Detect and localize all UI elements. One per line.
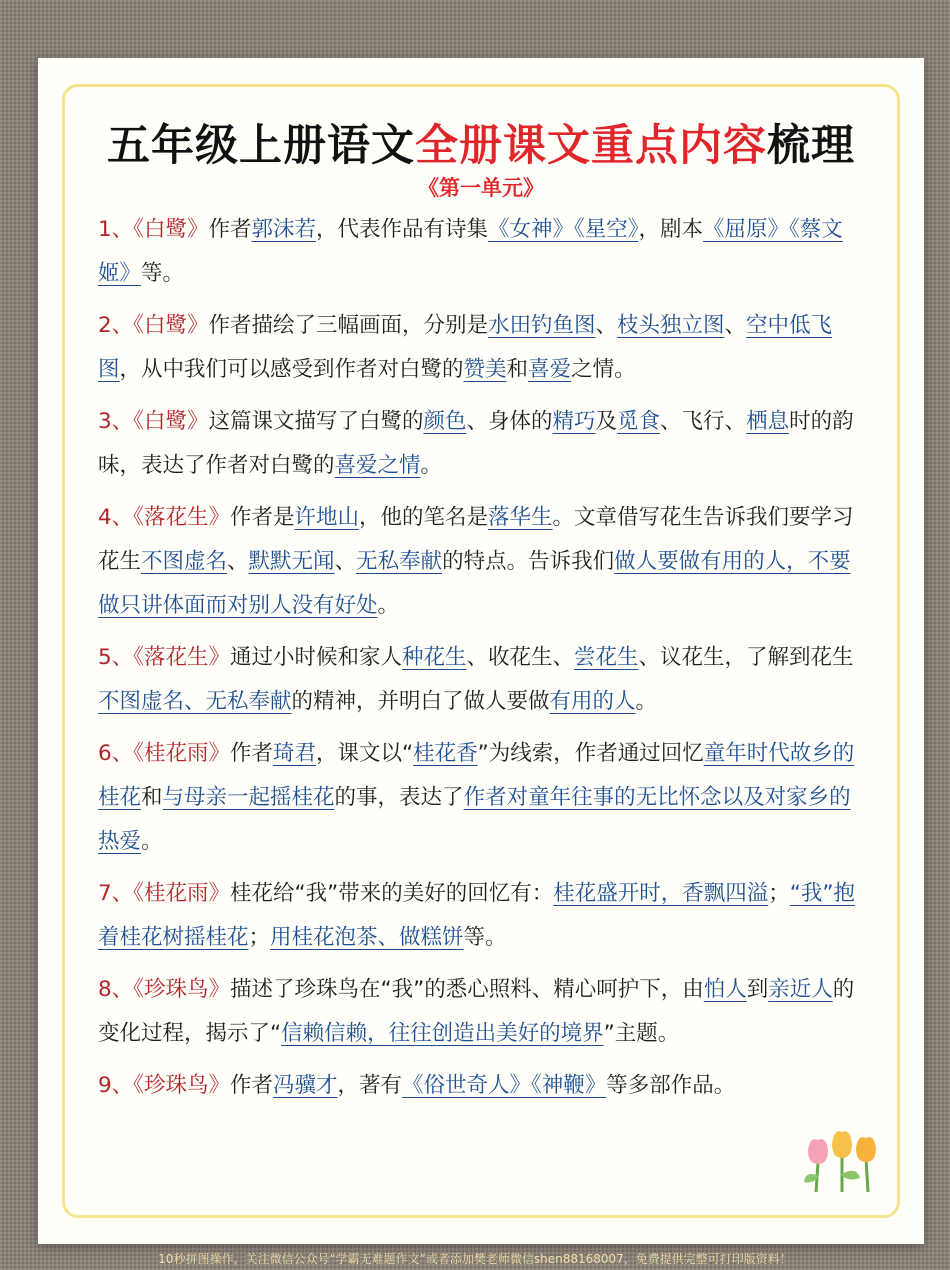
key-term: 冯骥才 bbox=[272, 1073, 338, 1098]
body-text: 。 bbox=[377, 593, 400, 618]
lesson-title: 《白鹭》 bbox=[133, 409, 209, 434]
list-item bbox=[98, 208, 868, 296]
body-text: 、收花生、 bbox=[466, 645, 574, 670]
body-text: 。 bbox=[141, 829, 163, 854]
body-text: ”主题。 bbox=[603, 1021, 680, 1046]
body-text: ”为线索，作者通过回忆 bbox=[477, 741, 704, 766]
list-item bbox=[98, 872, 868, 960]
body-text: 和 bbox=[506, 357, 529, 382]
body-text: 等多部作品。 bbox=[606, 1073, 736, 1098]
key-term: 觅食 bbox=[617, 409, 661, 434]
key-term: 《女神》《星空》 bbox=[488, 217, 639, 242]
key-term: 怕人 bbox=[703, 977, 747, 1002]
key-term: 与母亲一起摇桂花 bbox=[162, 785, 335, 810]
document-page bbox=[38, 58, 924, 1244]
key-term: 桂花盛开时，香飘四溢 bbox=[553, 881, 769, 906]
unit-subtitle: 《第一单元》 bbox=[418, 176, 544, 200]
body-text: 、议花生，了解到花生 bbox=[638, 645, 854, 670]
key-term: 精巧 bbox=[552, 409, 596, 434]
body-text: 的精神，并明白了做人要做 bbox=[291, 689, 550, 714]
body-text: 、 bbox=[334, 549, 357, 574]
list-item bbox=[98, 496, 868, 628]
key-term: 种花生 bbox=[401, 645, 467, 670]
key-term: 落华生 bbox=[488, 505, 553, 530]
lesson-title: 《珍珠鸟》 bbox=[133, 977, 230, 1002]
body-text: 这篇课文描写了白鹭的 bbox=[208, 409, 424, 434]
key-term: 作者对童年往事的无比怀念以及对家乡的热爱 bbox=[98, 785, 851, 854]
body-text: 、 bbox=[595, 313, 617, 338]
body-text: 作者 bbox=[208, 217, 252, 242]
lesson-title: 《桂花雨》 bbox=[133, 881, 230, 906]
body-text: 。 bbox=[635, 689, 658, 714]
body-text: 通过小时候和家人 bbox=[229, 645, 402, 670]
key-term: 许地山 bbox=[294, 505, 359, 530]
key-term: 喜爱 bbox=[528, 357, 572, 382]
body-text: 作者 bbox=[229, 741, 273, 766]
key-term: 不图虚名 bbox=[141, 549, 228, 574]
body-text: 作者 bbox=[229, 1073, 273, 1098]
body-text: 、 bbox=[724, 313, 747, 338]
body-text: ，他的笔名是 bbox=[358, 505, 488, 530]
key-points-list bbox=[98, 208, 868, 1116]
item-number: 4、 bbox=[98, 505, 134, 530]
item-number: 5、 bbox=[98, 645, 134, 670]
key-term: 喜爱之情 bbox=[334, 453, 421, 478]
key-term: 尝花生 bbox=[574, 645, 639, 670]
body-text: 、身体的 bbox=[466, 409, 553, 434]
body-text: 、 bbox=[227, 549, 249, 574]
body-text: ； bbox=[768, 881, 790, 906]
body-text: 的变化过程，揭示了“ bbox=[98, 977, 855, 1046]
list-item bbox=[98, 968, 868, 1056]
body-text: ，从中我们可以感受到作者对白鹭的 bbox=[119, 357, 464, 382]
key-term: “我”抱着桂花树摇桂花 bbox=[98, 881, 856, 950]
key-term: 枝头独立图 bbox=[617, 313, 725, 338]
lesson-title: 《落花生》 bbox=[133, 505, 230, 530]
key-term: 无私奉献 bbox=[356, 549, 443, 574]
key-term: 有用的人 bbox=[549, 689, 636, 714]
body-text: 的事，表达了 bbox=[334, 785, 464, 810]
item-number: 6、 bbox=[98, 741, 134, 766]
key-term: 用桂花泡茶、做糕饼 bbox=[270, 925, 464, 950]
tulip-flowers-icon bbox=[798, 1126, 888, 1194]
body-text: 和 bbox=[141, 785, 163, 810]
title-part-2: 梳理 bbox=[767, 121, 855, 171]
key-term: 亲近人 bbox=[768, 977, 833, 1002]
body-text: 桂花给“我”带来的美好的回忆有： bbox=[229, 881, 554, 906]
key-term: 空中低飞图 bbox=[98, 313, 833, 382]
key-term: 桂花香 bbox=[413, 741, 478, 766]
list-item bbox=[98, 304, 868, 392]
key-term: 郭沫若 bbox=[251, 217, 316, 242]
key-term: 琦君 bbox=[272, 741, 316, 766]
body-text: ，代表作品有诗集 bbox=[315, 217, 488, 242]
body-text: ，课文以“ bbox=[315, 741, 414, 766]
body-text: ，剧本 bbox=[638, 217, 704, 242]
key-term: 颜色 bbox=[423, 409, 467, 434]
list-item bbox=[98, 400, 868, 488]
list-item bbox=[98, 732, 868, 864]
title-part-1: 五年级上册语文 bbox=[107, 121, 415, 171]
body-text: 。 bbox=[420, 453, 443, 478]
body-text: 到 bbox=[746, 977, 769, 1002]
item-number: 3、 bbox=[98, 409, 134, 434]
body-text: ，著有 bbox=[337, 1073, 402, 1098]
key-term: 做人要做有用的人，不要做只讲体面而对别人没有好处 bbox=[98, 549, 851, 618]
item-number: 1、 bbox=[98, 217, 134, 242]
key-term: 水田钓鱼图 bbox=[487, 313, 596, 338]
key-term: 栖息 bbox=[746, 409, 790, 434]
lesson-title: 《落花生》 bbox=[133, 645, 230, 670]
lesson-title: 《白鹭》 bbox=[133, 313, 209, 338]
key-term: 《俗世奇人》《神鞭》 bbox=[402, 1073, 607, 1098]
key-term: 默默无闻 bbox=[248, 549, 335, 574]
item-number: 2、 bbox=[98, 313, 134, 338]
body-text: 作者描绘了三幅画面，分别是 bbox=[208, 313, 488, 338]
list-item bbox=[98, 1064, 868, 1108]
footer-note: 10秒拼图操作，关注微信公众号“学霸无难题作文”或者添加樊老师微信shen88168007，免费提供完整可打印版资料！ bbox=[158, 1252, 792, 1266]
body-text: 等。 bbox=[141, 261, 185, 286]
body-text: 、飞行、 bbox=[660, 409, 747, 434]
item-number: 7、 bbox=[98, 881, 134, 906]
body-text: 描述了珍珠鸟在“我”的悉心照料、精心呵护下，由 bbox=[229, 977, 704, 1002]
page-title bbox=[38, 112, 924, 173]
lesson-title: 《桂花雨》 bbox=[133, 741, 230, 766]
item-number: 9、 bbox=[98, 1073, 134, 1098]
body-text: ； bbox=[248, 925, 271, 950]
body-text: 作者是 bbox=[229, 505, 295, 530]
item-number: 8、 bbox=[98, 977, 134, 1002]
key-term: 童年时代故乡的桂花 bbox=[98, 741, 855, 810]
key-term: 不图虚名、无私奉献 bbox=[98, 689, 292, 714]
body-text: 之情。 bbox=[571, 357, 636, 382]
lesson-title: 《白鹭》 bbox=[133, 217, 209, 242]
body-text: 及 bbox=[595, 409, 618, 434]
body-text: 。文章借写花生告诉我们要学习花生 bbox=[98, 505, 854, 574]
body-text: 的特点。告诉我们 bbox=[442, 549, 615, 574]
key-term: 信赖信赖，往往创造出美好的境界 bbox=[281, 1021, 604, 1046]
list-item bbox=[98, 636, 868, 724]
title-highlight: 全册课文重点内容 bbox=[415, 121, 767, 171]
lesson-title: 《珍珠鸟》 bbox=[133, 1073, 230, 1098]
body-text: 等。 bbox=[463, 925, 507, 950]
body-text: 时的韵味，表达了作者对白鹭的 bbox=[98, 409, 854, 478]
key-term: 《屈原》《蔡文姬》 bbox=[98, 217, 843, 286]
key-term: 赞美 bbox=[463, 357, 507, 382]
